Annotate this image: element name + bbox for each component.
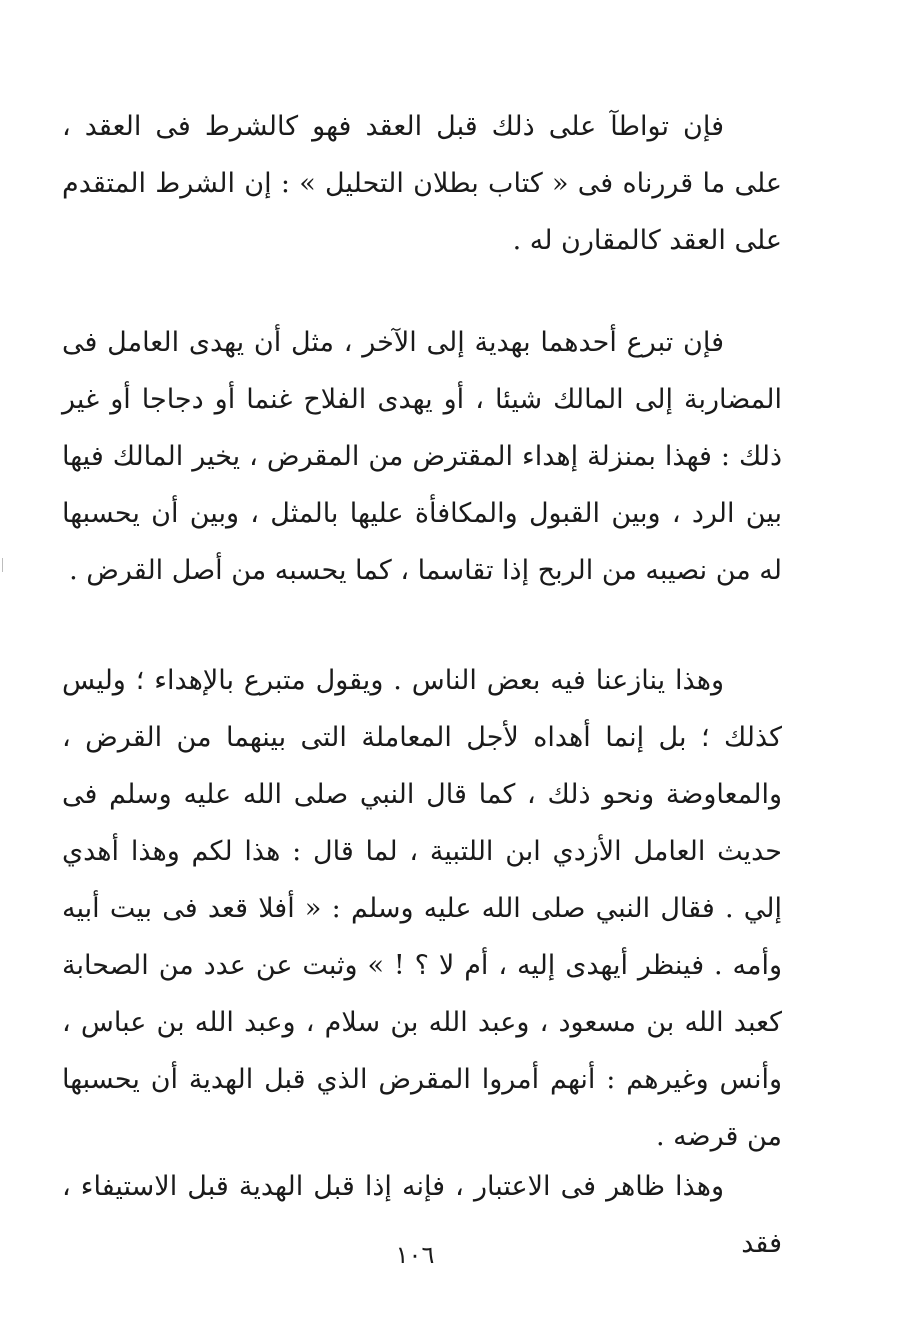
paragraph-2: فإن تبرع أحدهما بهدية إلى الآخر ، مثل أن يهدى العامل فى المضاربة إلى المالك شيئا ، أو يهدى الفلاح غنما أو دجاجا أو غير ذلك : فهذا بمنزلة إهداء المقترض من المقرض ، يخير المالك فيها بين الرد ، وبين القبول والمكافأة عليها بالمثل ، وبين أن يحسبها له من نصيبه من الربح إذا تقاسما ، كما يحسبه من أصل القرض . bbox=[62, 327, 782, 586]
paragraph-4: وهذا ظاهر فى الاعتبار ، فإنه إذا قبل الهدية قبل الاستيفاء ، فقد bbox=[62, 1171, 782, 1259]
margin-mark bbox=[2, 558, 3, 572]
body-text-3 bbox=[62, 652, 782, 1165]
body-text-2 bbox=[62, 314, 782, 599]
paragraph-1: فإن تواطآ على ذلك قبل العقد فهو كالشرط فى العقد ، على ما قررناه فى « كتاب بطلان التحليل » : إن الشرط المتقدم على العقد كالمقارن له . bbox=[62, 111, 782, 256]
body-text bbox=[62, 98, 782, 269]
page-number: ١٠٦ bbox=[395, 1241, 435, 1269]
paragraph-3: وهذا ينازعنا فيه بعض الناس . ويقول متبرع بالإهداء ؛ وليس كذلك ؛ بل إنما أهداه لأجل المعاملة التى بينهما من القرض ، والمعاوضة ونحو ذلك ، كما قال النبي صلى الله عليه وسلم فى حديث العامل الأزدي ابن اللتبية ، لما قال : هذا لكم وهذا أهدي إلي . فقال النبي صلى الله عليه وسلم : « أفلا قعد فى بيت أبيه وأمه . فينظر أيهدى إليه ، أم لا ؟ ! » وثبت عن عدد من الصحابة كعبد الله بن مسعود ، وعبد الله بن سلام ، وعبد الله بن عباس ، وأنس وغيرهم : أنهم أمروا المقرض الذي قبل الهدية أن يحسبها من قرضه . bbox=[62, 665, 782, 1152]
